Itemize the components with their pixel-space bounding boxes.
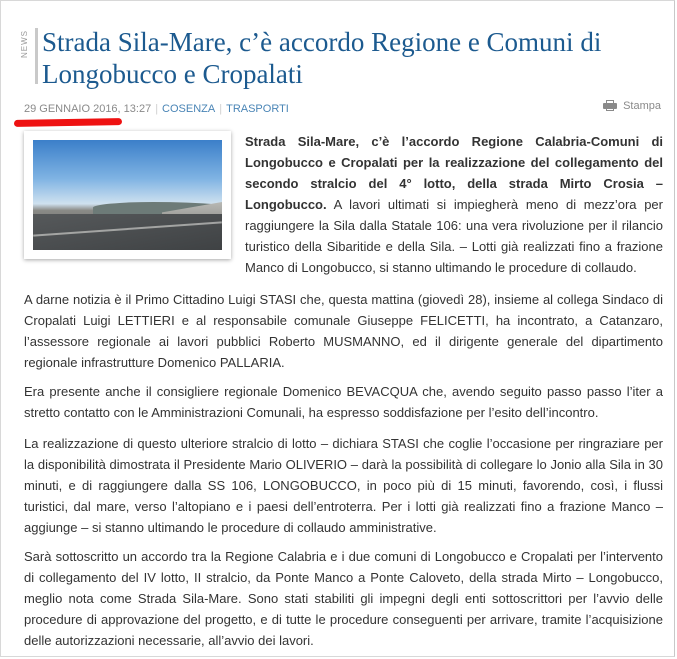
- road-photo: [33, 140, 222, 250]
- print-label: Stampa: [623, 100, 661, 112]
- article-meta: [24, 103, 664, 115]
- print-button[interactable]: [603, 100, 661, 112]
- lead-text: A lavori ultimati si impiegherà meno di mezz’ora per raggiungere la Sila dalla Statale 106: una vera rivoluzione per il rilancio turistico della Sibaritide e della Sila. – Lotti già realizzati fino a frazione Manco di Longobucco, si stanno ultimando le procedure di collaudo.: [245, 197, 663, 275]
- article-date: 29 GENNAIO 2016, 13:27: [24, 103, 152, 115]
- lead-bold-text: Strada Sila-Mare, c’è l’accordo Regione Calabria-Comuni di Longobucco e Cropalati per la realizzazione del collegamento del secondo stralcio del 4° lotto, della strada Mirto Crosia – Longobucco.: [245, 134, 663, 212]
- category-link-trasporti[interactable]: TRASPORTI: [226, 103, 289, 115]
- article-paragraph-3: La realizzazione di questo ulteriore stralcio di lotto – dichiara STASI che coglie l’occasione per ringraziare per la disponibilità dimostrata il Presidente Mario OLIVERIO – darà la possibilità di collegare lo Jonio alla Sila in 30 minuti, e di raggiungere dalla SS 106, LONGOBUCCO, in poco più di 15 minuti, favorendo, così, i flussi turistici, dal mare, verso l’altopiano e i paesi dell’entroterra. Per i lotti già realizzati fino a frazione Manco – aggiunge – si stanno ultimando le procedure di collaudo amministrative.: [24, 436, 663, 535]
- article-paragraph-4: Sarà sottoscritto un accordo tra la Regione Calabria e i due comuni di Longobucco e Cropalati per l’intervento di collegamento del IV lotto, II stralcio, da Ponte Manco a Ponte Caloveto, della strada Mirto – Longobucco, meglio nota come Strada Sila-Mare. Sono stati stabiliti gli impegni degli enti sottoscrittori per l’avvio delle procedure di approvazione del progetto, e di tutte le procedure conseguenti per arrivare, tramite l’acquisizione delle autorizzazioni necessarie, all’avvio dei lavori.: [24, 549, 663, 648]
- article-paragraph-1: A darne notizia è il Primo Cittadino Luigi STASI che, questa mattina (giovedì 28), insieme al collega Sindaco di Cropalati Luigi LETTIERI e al responsabile comunale Giuseppe FELICETTI, ha incontrato, a Catanzaro, l’assessore regionale ai lavori pubblici Roberto MUSMANNO, ed il dirigente generale del dipartimento regionale infrastrutture Domenico PALLARIA.: [24, 292, 663, 370]
- article-photo: [24, 131, 231, 259]
- printer-icon: [603, 100, 617, 112]
- meta-separator: |: [155, 103, 159, 115]
- article-paragraph-2: Era presente anche il consigliere regionale Domenico BEVACQUA che, avendo seguito passo passo l’iter a stretto contatto con le Amministrazioni Comunali, ha espresso soddisfazione per l’esito dell’incontro.: [24, 384, 663, 420]
- title-accent-bar: [35, 28, 38, 84]
- news-tag: NEWS: [20, 30, 29, 58]
- article-lead: [245, 131, 663, 278]
- category-link-cosenza[interactable]: COSENZA: [162, 103, 216, 115]
- meta-separator: |: [219, 103, 223, 115]
- article-title: Strada Sila-Mare, c’è accordo Regione e Comuni di Longobucco e Cropalati: [42, 27, 602, 89]
